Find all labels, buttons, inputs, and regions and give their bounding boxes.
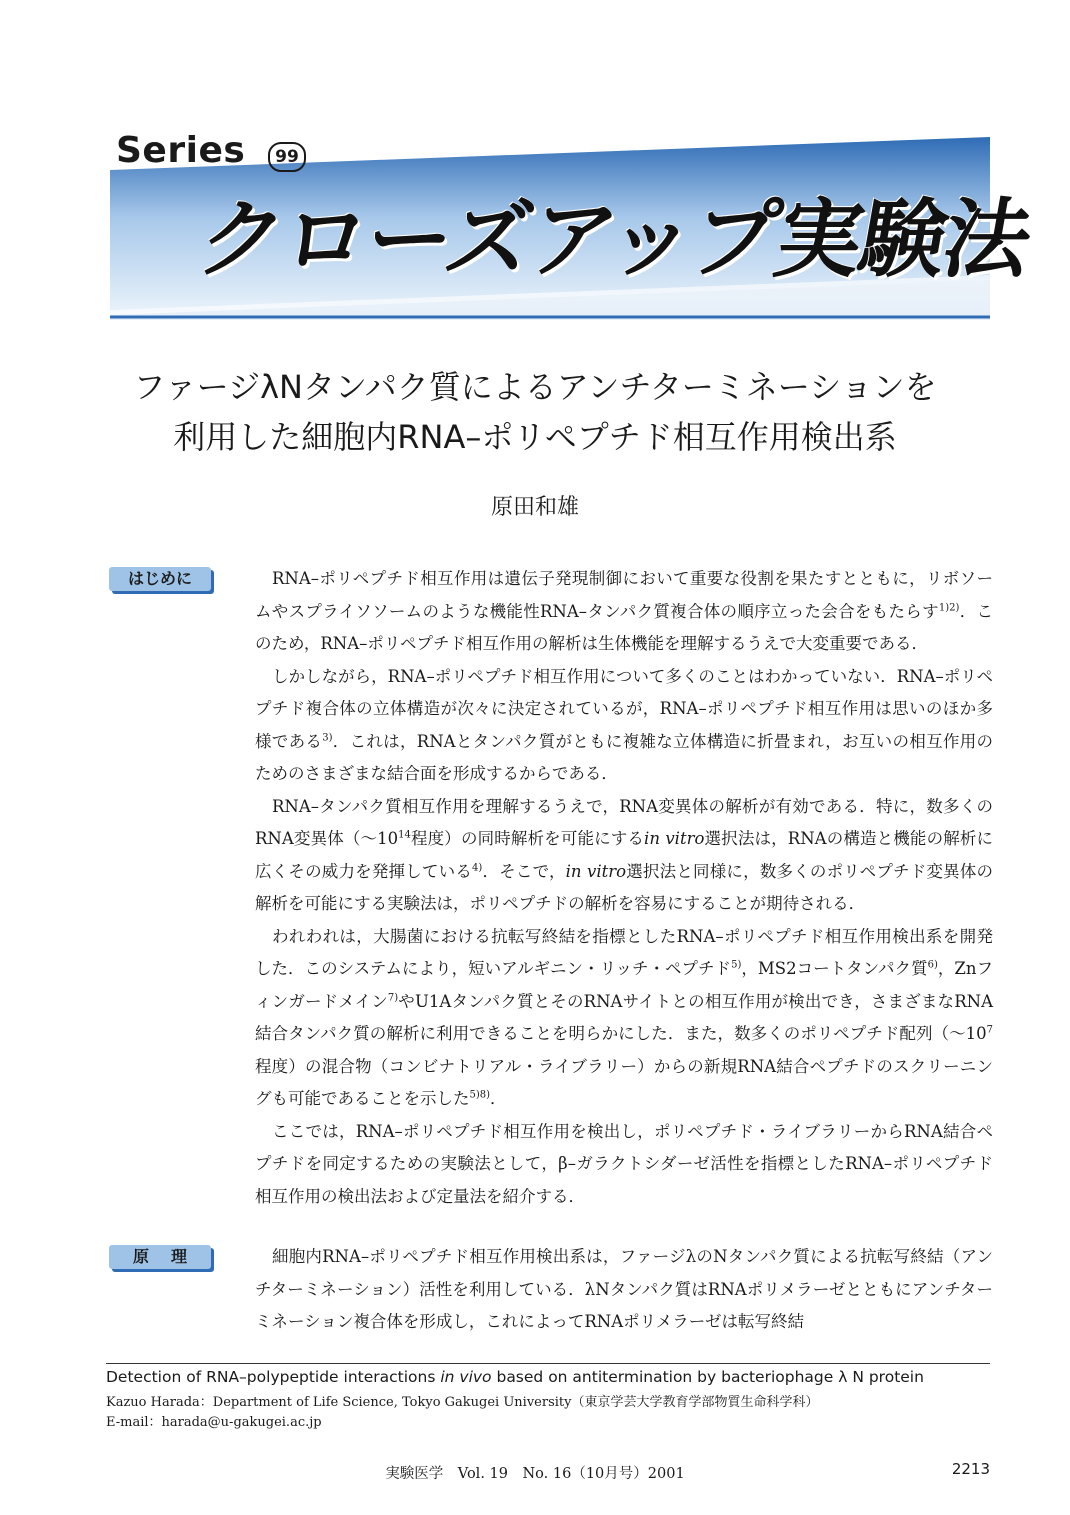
citation: 1)2): [938, 602, 960, 613]
text-run: しかしながら，RNA–ポリペプチド相互作用について多くのことはわかっていない．RNA–ポリペプチド複合体の立体構造が次々に決定されているが，RNA–ポリペプチド相互作用は思いのほか多様である: [255, 666, 993, 751]
text-run: ここでは，RNA–ポリペプチド相互作用を検出し，ポリペプチド・ライブラリーからRNA結合ペプチドを同定するための実験法として，β–ガラクトシダーゼ活性を指標としたRNA–ポリペプチド相互作用の検出法および定量法を紹介する．: [255, 1121, 993, 1206]
exponent: 14: [398, 829, 411, 841]
series-label: Series: [116, 130, 246, 171]
series-title: クローズアップ実験法: [189, 190, 1038, 290]
intro-paragraph: [255, 661, 993, 791]
citation: 5)8): [469, 1089, 491, 1101]
journal-info: 実験医学 Vol. 19 No. 16（10月号）2001: [385, 1466, 685, 1482]
intro-paragraph: [255, 791, 993, 921]
citation: 5): [731, 959, 742, 971]
text-run: RNA–タンパク質相互作用を理解するうえで，RNA変異体の解析が有効である．特に，数多くのRNA変異体（〜10: [255, 796, 993, 848]
text-run: Detection of RNA–polypeptide interactions: [106, 1368, 441, 1386]
section-label-intro: はじめに: [109, 567, 211, 591]
section-label-principle: 原理: [109, 1245, 211, 1269]
citation: 6): [927, 959, 938, 971]
intro-paragraph: [255, 563, 993, 661]
text-run: ，MS2コートタンパク質: [741, 959, 928, 978]
italic-term: in vitro: [644, 829, 705, 848]
text-run: RNA–ポリペプチド相互作用は遺伝子発現制御において重要な役割を果たすとともに，リボソームやスプライソソームのような機能性RNA–タンパク質複合体の順序立った会合をもたらす: [255, 569, 993, 621]
text-run: based on antitermination by bacteriophage λ N protein: [491, 1368, 924, 1386]
footer-divider: [106, 1363, 990, 1364]
text-run: ．このため，RNA–ポリペプチド相互作用の解析は生体機能を理解するうえで大変重要である．: [255, 601, 993, 653]
text-run: やU1Aタンパク質とそのRNAサイトとの相互作用が検出でき，さまざまなRNA結合タンパク質の解析に利用できることを明らかにした．また，数多くのポリペプチド配列（〜10: [255, 991, 993, 1043]
citation: 3): [322, 732, 333, 743]
text-run: ．これは，RNAとタンパク質がともに複雑な立体構造に折畳まれ，お互いの相互作用のためのさまざまな結合面を形成するからである．: [255, 731, 993, 783]
article-title-line-2: 利用した細胞内RNA–ポリペプチド相互作用検出系: [173, 418, 897, 456]
text-run: ．: [490, 1089, 507, 1108]
italic-term: in vitro: [565, 861, 627, 881]
intro-paragraph: [255, 1116, 993, 1214]
english-title: [106, 1368, 990, 1386]
text-run: われわれは，大腸菌における抗転写終結を指標としたRNA–ポリペプチド相互作用検出系を開発した．このシステムにより，短いアルギニン・リッチ・ペプチド: [255, 926, 993, 978]
article-title: [60, 362, 1010, 462]
italic-term: in vivo: [440, 1368, 492, 1386]
article-title-line-1: ファージλNタンパク質によるアンチターミネーションを: [133, 368, 937, 406]
exponent: 7: [986, 1024, 993, 1036]
intro-paragraph: [255, 921, 993, 1116]
text-run: 選択法は，RNAの構造と機能の解析に広くその威力を発揮している: [255, 829, 993, 881]
series-number-badge: 99: [268, 142, 306, 172]
principle-paragraph: 細胞内RNA–ポリペプチド相互作用検出系は，ファージλのNタンパク質による抗転写終結（アンチターミネーション）活性を利用している．λNタンパク質はRNAポリメラーゼとともにアンチターミネーション複合体を形成し，これによってRNAポリメラーゼは転写終結: [255, 1247, 993, 1331]
text-run: 選択法と同様に，数多くのポリペプチド変異体の解析を可能にする実験法は，ポリペプチドの解析を容易にすることが期待される．: [255, 861, 994, 913]
author-name: 原田和雄: [490, 495, 579, 520]
text-run: 程度）の同時解析を可能にする: [410, 829, 645, 848]
page-number: 2213: [951, 1460, 990, 1478]
author-affiliation: Kazuo Harada：Department of Life Science, Tokyo Gakugei University（東京学芸大学教育学部物質生命科学科）: [106, 1395, 819, 1410]
text-run: ，Znフィンガードメイン: [255, 959, 994, 1011]
principle-body: [255, 1241, 993, 1339]
citation: 7): [387, 992, 399, 1003]
text-run: ．そこで，: [482, 861, 566, 881]
intro-body: [255, 563, 993, 1213]
author-email: E-mail：harada@u-gakugei.ac.jp: [106, 1415, 322, 1430]
citation: 4): [472, 862, 483, 873]
text-run: 程度）の混合物（コンビナトリアル・ライブラリー）からの新規RNA結合ペプチドのスクリーニングも可能であることを示した: [255, 1056, 993, 1108]
